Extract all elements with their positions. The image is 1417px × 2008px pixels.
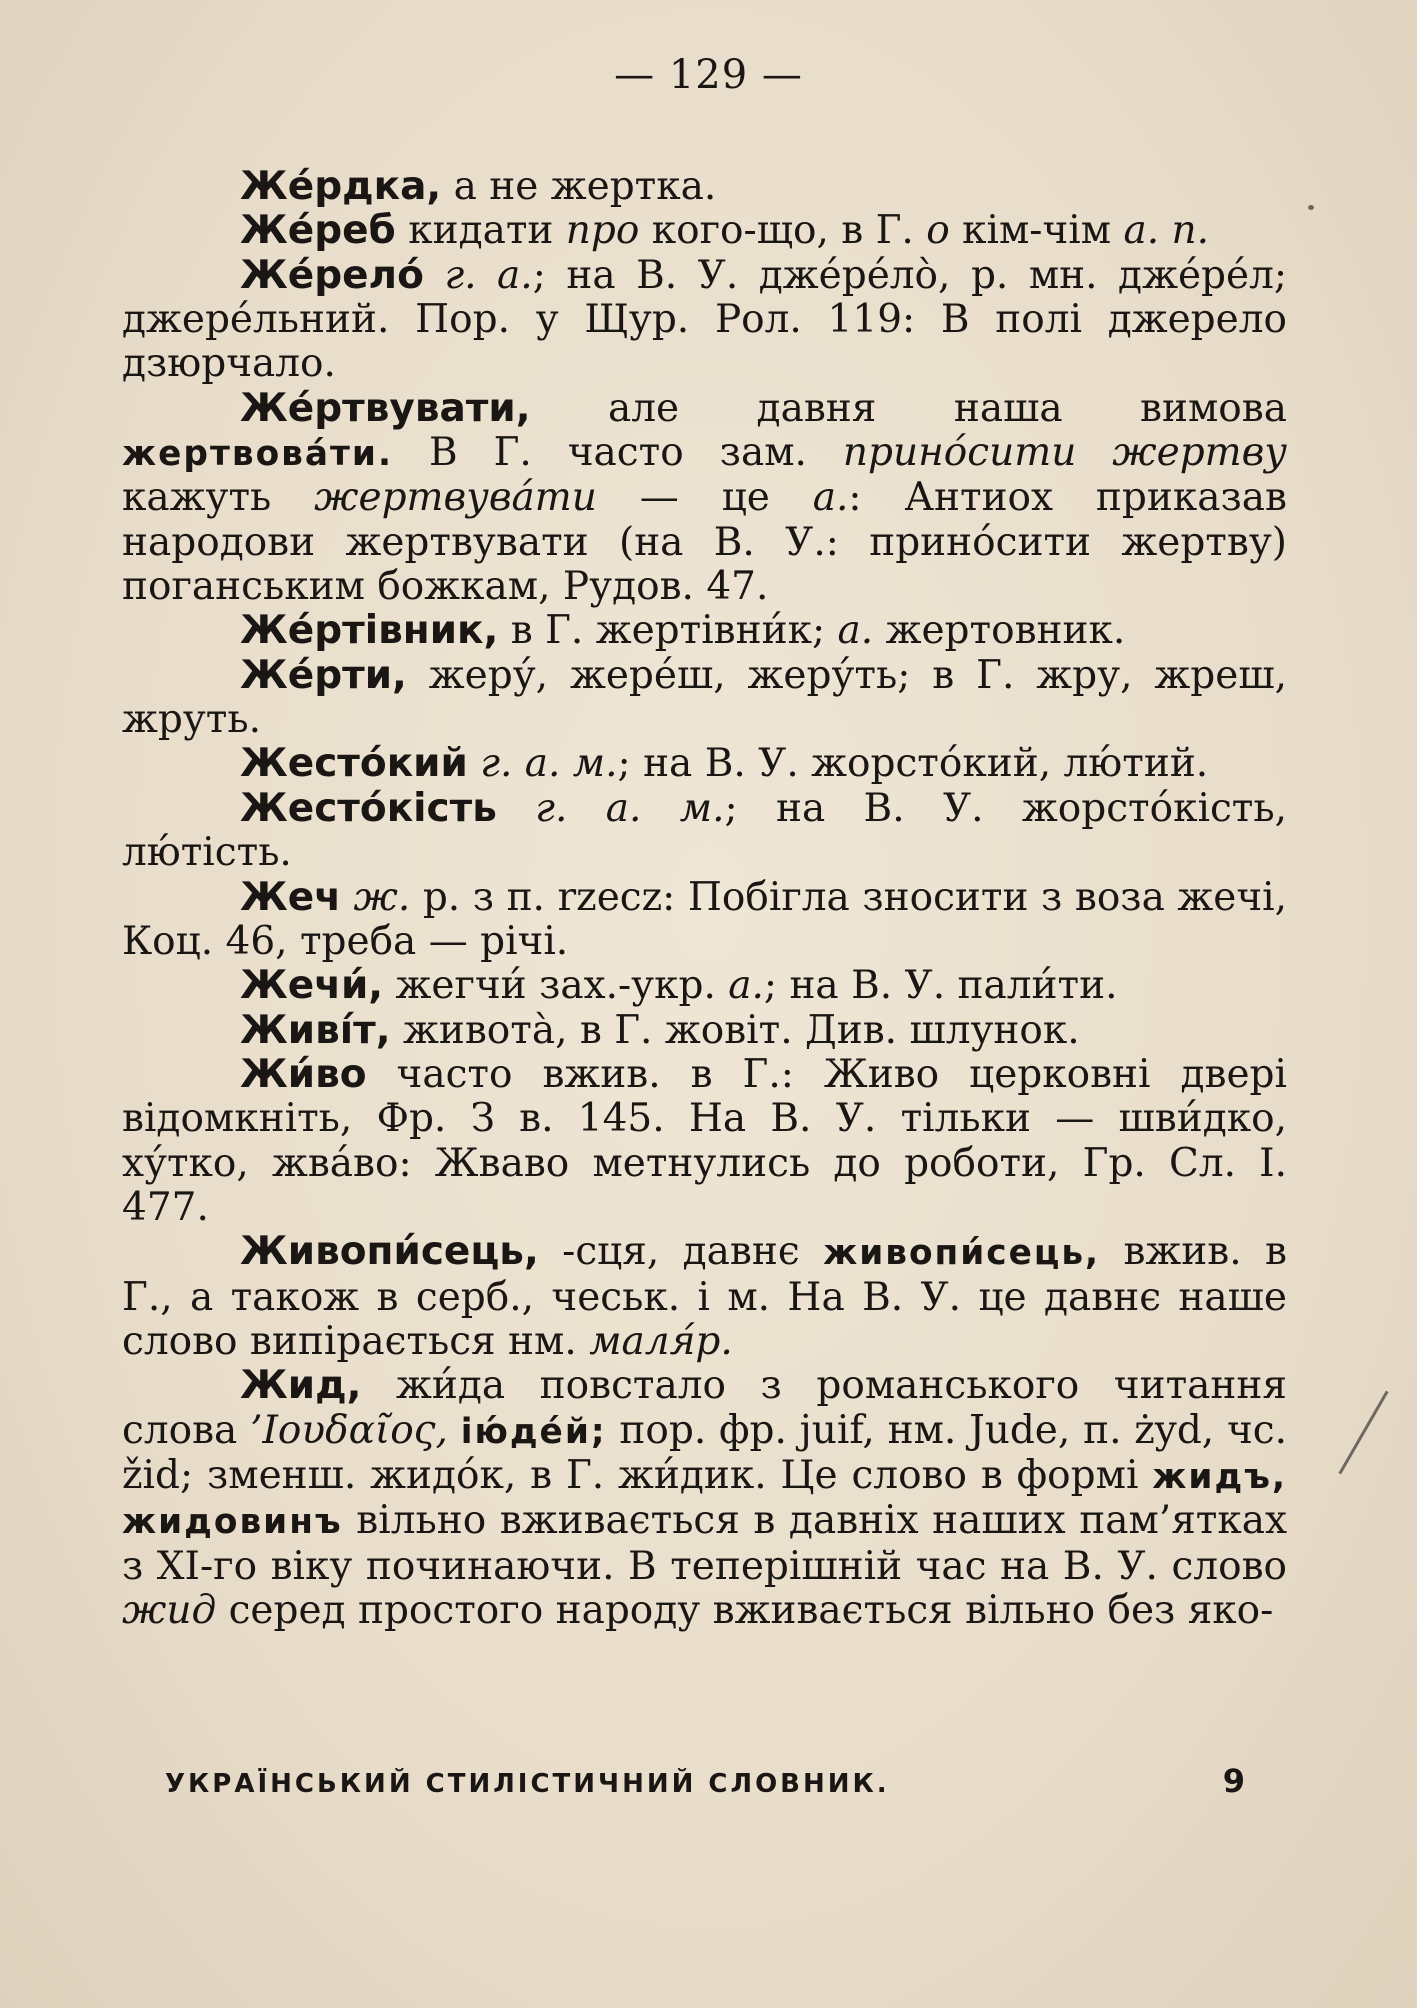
- italic-text: а.: [812, 475, 849, 521]
- italic-text: ж.: [353, 874, 411, 920]
- entry-text: кажуть: [122, 475, 315, 521]
- entry-headword: Жечи́,: [240, 963, 384, 1009]
- entry-headword: Жи́во: [240, 1051, 367, 1097]
- entry-text: жертовник.: [873, 608, 1126, 654]
- entry-text: живота̀, в Г. жовіт. Див. шлунок.: [390, 1007, 1080, 1053]
- page-number: — 129 —: [614, 52, 803, 98]
- entry-text: р. з п. rzecz: Побігла зносити з воза жечі, Коц. 46, треба — річі.: [122, 874, 1287, 964]
- italic-text: прино́сити жертву: [842, 430, 1287, 476]
- entry-headword: Же́рело́: [240, 252, 424, 298]
- signature-mark: 9: [1222, 1762, 1245, 1800]
- dictionary-entry: [122, 165, 1287, 209]
- entry-text: вжив. в Г., а також в серб., чеськ. і м. На В. У. це давнє наше слово випірається нм.: [122, 1229, 1287, 1364]
- italic-text: а. п.: [1123, 208, 1210, 254]
- entry-text: [448, 1408, 461, 1453]
- entry-text: В Г. часто зам.: [392, 430, 843, 476]
- dictionary-entry: [122, 876, 1287, 965]
- dictionary-entry: [122, 654, 1287, 743]
- dictionary-entry: [122, 964, 1287, 1008]
- entry-text: але давня наша вимова: [530, 385, 1287, 431]
- dictionary-entry: [122, 387, 1287, 610]
- entry-text: вільно вживається в давніх наших пам’ятках з XI-го віку починаючи. В теперішній час на В. У. слово: [122, 1498, 1287, 1589]
- entry-text: ; на В. У. жорсто́кий, лю́тий.: [617, 741, 1209, 787]
- dictionary-entry: [122, 742, 1287, 786]
- entry-text: пор. фр. juif, нм. Jude, п. żyd, чс. žid; зменш. жидо́к, в Г. жи́дик. Це слово в формі: [122, 1407, 1287, 1498]
- entry-text: жи́да повстало з романського читання слова: [122, 1363, 1287, 1453]
- entry-text: в Г. жертівни́к;: [498, 608, 838, 654]
- entry-text: -сця, давнє: [538, 1229, 824, 1275]
- italic-text: жертвува́ти: [314, 475, 597, 521]
- entry-text: [468, 741, 480, 786]
- entry-text: серед простого народу вживається вільно без яко-: [216, 1588, 1274, 1633]
- dictionary-entry: [122, 609, 1287, 653]
- italic-text: г. а. м.: [535, 785, 725, 831]
- entry-text: кого-що, в Г.: [639, 208, 927, 254]
- italic-text: о: [926, 208, 950, 254]
- entry-headword: Же́ртівник,: [240, 608, 499, 654]
- page-footer: [165, 1762, 1245, 1800]
- entry-headword: Же́рдка,: [240, 164, 442, 209]
- entry-headword: Живопи́сець,: [240, 1229, 539, 1275]
- entry-text: — це: [596, 475, 813, 521]
- dictionary-entry: [122, 1364, 1287, 1633]
- entry-headword: Же́ртвувати,: [240, 385, 531, 431]
- dictionary-entry: [122, 787, 1287, 876]
- italic-text: а.: [728, 963, 764, 1009]
- dictionary-entry: [122, 1053, 1287, 1230]
- entry-headword: Жесто́кість: [240, 785, 497, 831]
- dictionary-entry: [122, 209, 1287, 253]
- dictionary-entry: [122, 1009, 1287, 1053]
- entry-headword: Жеч: [240, 874, 341, 920]
- entry-headword: Жид,: [240, 1363, 362, 1409]
- dictionary-entry: [122, 254, 1287, 387]
- entry-text: ; на В. У. дже́ре́ло̀, р. мн. дже́ре́л; джере́льний. Пор. у Щур. Рол. 119: В полі джерело дзюрчало.: [122, 252, 1287, 387]
- entry-text: : Антиох приказав народови жертвувати (на В. У.: прино́сити жертву) поганським божкам, Рудов. 47.: [122, 475, 1287, 610]
- old-form-text: жертвова́ти.: [122, 434, 393, 475]
- footer-book-title: УКРАЇНСЬКИЙ СТИЛІСТИЧНИЙ СЛОВНИК.: [165, 1769, 890, 1799]
- entry-text: [424, 253, 445, 298]
- pencil-mark: [1338, 1391, 1388, 1475]
- italic-text: ’Ιουδαῖος,: [250, 1407, 448, 1453]
- entry-headword: Же́реб: [240, 208, 396, 254]
- italic-text: г. а. м.: [480, 741, 618, 787]
- entry-text: [341, 875, 354, 920]
- entry-headword: Живі́т,: [240, 1007, 391, 1053]
- entry-text: а не жертка.: [441, 164, 717, 209]
- entry-text: ; на В. У. жорсто́кість, лю́тість.: [122, 785, 1288, 876]
- entry-text: кім-чім: [949, 208, 1124, 254]
- entry-headword: Же́рти,: [240, 652, 407, 698]
- old-form-text: ію́де́й;: [460, 1411, 607, 1452]
- ink-speck: [1308, 205, 1314, 210]
- entry-text: жеру́, жере́ш, жеру́ть; в Г. жру, жреш, жруть.: [122, 652, 1287, 743]
- italic-text: жид: [122, 1588, 217, 1633]
- old-form-text: жидъ, жидовинъ: [122, 1456, 1287, 1543]
- entry-text: ; на В. У. пали́ти.: [763, 963, 1118, 1009]
- entry-headword: Жесто́кий: [240, 741, 468, 787]
- old-form-text: живопи́сець,: [823, 1233, 1101, 1274]
- italic-text: маля́р.: [589, 1318, 733, 1364]
- italic-text: г. а.: [444, 252, 533, 298]
- italic-text: а.: [837, 608, 874, 654]
- dictionary-body: [122, 165, 1287, 1633]
- dictionary-entry: [122, 1230, 1287, 1364]
- entry-text: часто вжив. в Г.: Живо церковні двері відомкніть, Фр. З в. 145. На В. У. тільки — шви́дко, ху́тко, жва́во: Жваво метнулись до роботи, Гр. Сл. І. 477.: [122, 1051, 1287, 1230]
- entry-text: жегчи́ зах.-укр.: [383, 963, 729, 1009]
- entry-text: кидати: [395, 208, 566, 254]
- entry-text: [497, 786, 535, 831]
- italic-text: про: [565, 208, 640, 254]
